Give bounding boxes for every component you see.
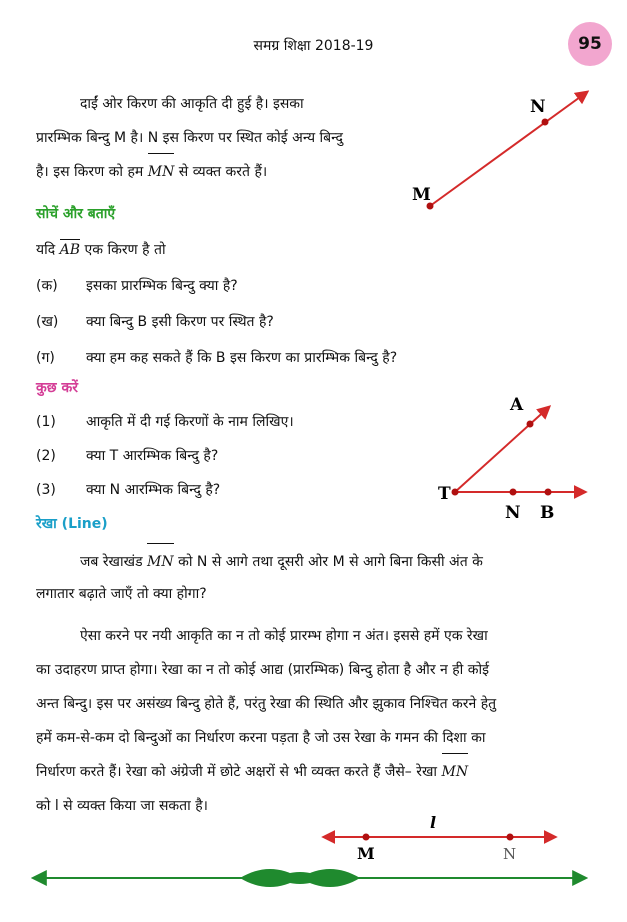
line-p2-line-1: ऐसा करने पर नयी आकृति का न तो कोई प्रारम्भ होगा न अंत। इससे हमें एक रेखा bbox=[80, 628, 488, 644]
think-heading: सोचें और बताएँ bbox=[36, 206, 116, 222]
do-item-text: आकृति में दी गई किरणों के नाम लिखिए। bbox=[86, 414, 294, 430]
line-p1-post: को N से आगे तथा दूसरी ओर M से आगे बिना किसी अंत के bbox=[178, 554, 483, 570]
point-a bbox=[527, 421, 534, 428]
intro-line-1: दाईं ओर किरण की आकृति दी हुई है। इसका bbox=[80, 96, 304, 112]
label-b: B bbox=[540, 503, 555, 523]
line-p2-line-6: को l से व्यक्त किया जा सकता है। bbox=[36, 798, 208, 814]
do-heading: कुछ करें bbox=[36, 380, 78, 396]
think-prompt-post: एक किरण है तो bbox=[84, 242, 166, 258]
footer-rule-center bbox=[282, 872, 318, 884]
think-item-num: (ख) bbox=[36, 314, 59, 330]
point-n bbox=[542, 119, 549, 126]
ray-ta-line bbox=[455, 407, 549, 492]
think-prompt-pre: यदि bbox=[36, 242, 56, 258]
line-p1-line-2: लगातार बढ़ाते जाएँ तो क्या होगा? bbox=[36, 586, 207, 602]
line-p2-line-5-pre: निर्धारण करते हैं। रेखा को अंग्रेजी में छोटे अक्षरों से भी व्यक्त करते हैं जैसे– रेखा bbox=[36, 764, 438, 780]
footer-decorative-rule bbox=[34, 869, 585, 887]
label-n2: N bbox=[505, 503, 521, 523]
label-m: M bbox=[412, 185, 431, 205]
ray-mn-figure bbox=[412, 92, 587, 210]
think-item-num: (क) bbox=[36, 278, 58, 294]
rays-ta-tb-figure bbox=[438, 395, 585, 523]
do-item-text: क्या T आरम्भिक बिन्दु है? bbox=[86, 448, 219, 464]
intro-line-3-pre: है। इस किरण को हम bbox=[36, 164, 144, 180]
point-m2 bbox=[363, 834, 370, 841]
do-item-num: (1) bbox=[36, 414, 56, 430]
intro-line-3-post: से व्यक्त करते हैं। bbox=[178, 164, 268, 180]
point-t bbox=[452, 489, 459, 496]
label-n3: N bbox=[503, 845, 517, 863]
line-heading: रेखा (Line) bbox=[36, 516, 108, 532]
do-item-text: क्या N आरम्भिक बिन्दु है? bbox=[86, 482, 221, 498]
point-n2 bbox=[510, 489, 517, 496]
do-item-num: (3) bbox=[36, 482, 56, 498]
line-mn-notation: MN bbox=[442, 756, 469, 788]
label-m2: M bbox=[357, 844, 375, 863]
ray-mn-line bbox=[430, 92, 587, 206]
page-header: समग्र शिक्षा 2018-19 bbox=[253, 38, 374, 54]
segment-mn-notation: MN bbox=[147, 546, 174, 578]
intro-line-2: प्रारम्भिक बिन्दु M है। N इस किरण पर स्थित कोई अन्य बिन्दु bbox=[36, 130, 343, 146]
page-number-badge: 95 bbox=[568, 22, 612, 66]
think-item-text: क्या हम कह सकते हैं कि B इस किरण का प्रारम्भिक बिन्दु है? bbox=[86, 350, 398, 366]
label-t: T bbox=[438, 484, 451, 504]
think-item-text: क्या बिन्दु B इसी किरण पर स्थित है? bbox=[86, 314, 274, 330]
think-item-text: इसका प्रारम्भिक बिन्दु क्या है? bbox=[86, 278, 238, 294]
think-item-num: (ग) bbox=[36, 350, 55, 366]
do-item-num: (2) bbox=[36, 448, 56, 464]
label-n: N bbox=[530, 97, 546, 117]
ray-mn-notation: MN bbox=[148, 156, 175, 188]
line-p1-pre: जब रेखाखंड bbox=[80, 554, 143, 570]
line-p2-line-2: का उदाहरण प्राप्त होगा। रेखा का न तो कोई आद्य (प्रारम्भिक) बिन्दु होता है और न ही कोई bbox=[36, 662, 490, 678]
line-p2-line-4: हमें कम-से-कम दो बिन्दुओं का निर्धारण करना पड़ता है जो उस रेखा के गमन की दिशा का bbox=[36, 730, 486, 746]
line-p2-line-3: अन्त बिन्दु। इस पर असंख्य बिन्दु होते हैं, परंतु रेखा की स्थिति और झुकाव निश्चित करने हेतु bbox=[36, 696, 497, 712]
label-a: A bbox=[510, 395, 524, 415]
line-l-figure bbox=[324, 813, 555, 863]
label-l: l bbox=[430, 813, 437, 832]
ray-ab-notation: AB bbox=[59, 242, 81, 258]
point-n3 bbox=[507, 834, 514, 841]
point-b bbox=[545, 489, 552, 496]
